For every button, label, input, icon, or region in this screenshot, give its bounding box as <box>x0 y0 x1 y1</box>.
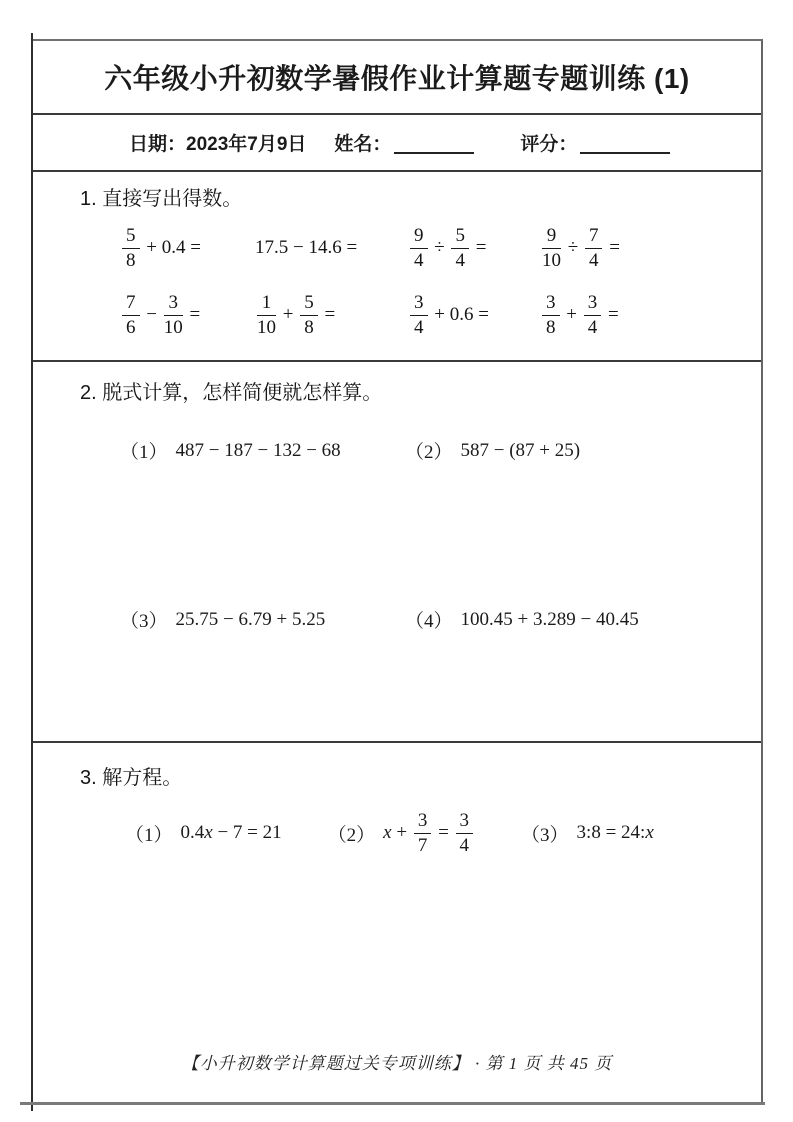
meta-row <box>33 115 761 172</box>
equation-problem <box>521 820 654 847</box>
quick-calc-expression: $\frac{3}{8}$ + $\frac{3}{4}$ = <box>540 284 761 346</box>
problem-label: （3） <box>120 611 168 632</box>
fraction: $\frac{3}{10}$ <box>163 291 183 338</box>
section-solve-equations <box>33 743 761 1102</box>
problem-label: （2） <box>327 824 376 846</box>
fraction: $\frac{5}{4}$ <box>451 225 469 272</box>
written-calc-problem <box>120 606 405 633</box>
problem-expression: 587 − (87 + 25) <box>460 439 581 461</box>
quick-calc-expression: $\frac{9}{10}$ ÷ $\frac{7}{4}$ = <box>542 224 620 271</box>
problem-expression: 487 − 187 − 132 − 68 <box>175 439 341 461</box>
equation-expression: x + $\frac{3}{7}$ = $\frac{3}{4}$ <box>383 810 475 857</box>
problem-label: （1） <box>125 824 173 846</box>
fraction: $\frac{3}{4}$ <box>584 292 602 339</box>
fraction: $\frac{7}{6}$ <box>122 292 140 339</box>
score-blank-line <box>580 132 670 154</box>
quick-calc-expression: $\frac{1}{10}$ + $\frac{5}{8}$ = <box>257 291 336 338</box>
fraction: $\frac{3}{4}$ <box>410 292 428 339</box>
written-calc-problem <box>120 437 405 464</box>
fraction: $\frac{5}{8}$ <box>300 292 318 339</box>
worksheet-page <box>33 39 763 1102</box>
fraction: $\frac{7}{4}$ <box>585 225 603 272</box>
page-title: 六年级小升初数学暑假作业计算题专题训练 (1) <box>104 63 690 94</box>
page-bottom-border <box>20 1102 765 1105</box>
problem-label: （1） <box>120 442 168 463</box>
date-label: 日期：2023年7月9日 <box>129 134 307 155</box>
fraction: $\frac{1}{10}$ <box>257 291 276 338</box>
problem-label: （4） <box>405 611 453 632</box>
section1-heading: 1. 直接写出得数。 <box>80 188 243 210</box>
quick-calc-grid <box>33 217 761 346</box>
quick-calc-expression: $\frac{3}{4}$ + 0.6 = <box>408 284 540 346</box>
equation-problem <box>328 810 475 857</box>
written-calc-problems <box>33 437 761 633</box>
name-blank-line <box>394 132 474 154</box>
fraction: $\frac{9}{4}$ <box>410 225 428 272</box>
score-label: 评分： <box>520 134 578 155</box>
quick-calc-expression: $\frac{9}{4}$ ÷ $\frac{5}{4}$ = <box>408 217 540 279</box>
problem-expression: 100.45 + 3.289 − 40.45 <box>460 608 639 630</box>
fraction: $\frac{3}{4}$ <box>456 810 474 857</box>
written-calc-problem <box>405 606 761 633</box>
fraction: $\frac{3}{7}$ <box>414 810 432 857</box>
name-label: 姓名： <box>334 134 392 155</box>
written-calc-problem <box>405 437 761 464</box>
section-written-calculation <box>33 362 761 743</box>
equation-problem <box>125 820 282 847</box>
section2-heading: 2. 脱式计算，怎样简便就怎样算。 <box>80 382 383 404</box>
fraction: $\frac{3}{8}$ <box>542 292 560 339</box>
fraction: $\frac{5}{8}$ <box>122 225 140 272</box>
equation-expression: 0.4 x − 7 = 21 <box>180 822 282 844</box>
quick-calc-expression: $\frac{7}{6}$ − $\frac{3}{10}$ = <box>120 284 255 346</box>
quick-calc-expression: 17.5 − 14.6 = <box>255 237 358 258</box>
equation-problems <box>33 810 761 857</box>
problem-expression: 25.75 − 6.79 + 5.25 <box>175 608 326 630</box>
quick-calc-expression: $\frac{5}{8}$ + 0.4 = <box>120 217 255 279</box>
fraction: $\frac{9}{10}$ <box>542 224 561 271</box>
section-quick-calculation <box>33 172 761 362</box>
section3-heading: 3. 解方程。 <box>80 767 183 789</box>
problem-label: （2） <box>405 442 453 463</box>
title-row <box>33 41 761 115</box>
problem-label: （3） <box>521 824 569 846</box>
page-footer: 【小升初数学计算题过关专项训练】 · 第 1 页 共 45 页 <box>181 1054 613 1073</box>
equation-expression: 3:8 = 24: x <box>576 822 654 844</box>
